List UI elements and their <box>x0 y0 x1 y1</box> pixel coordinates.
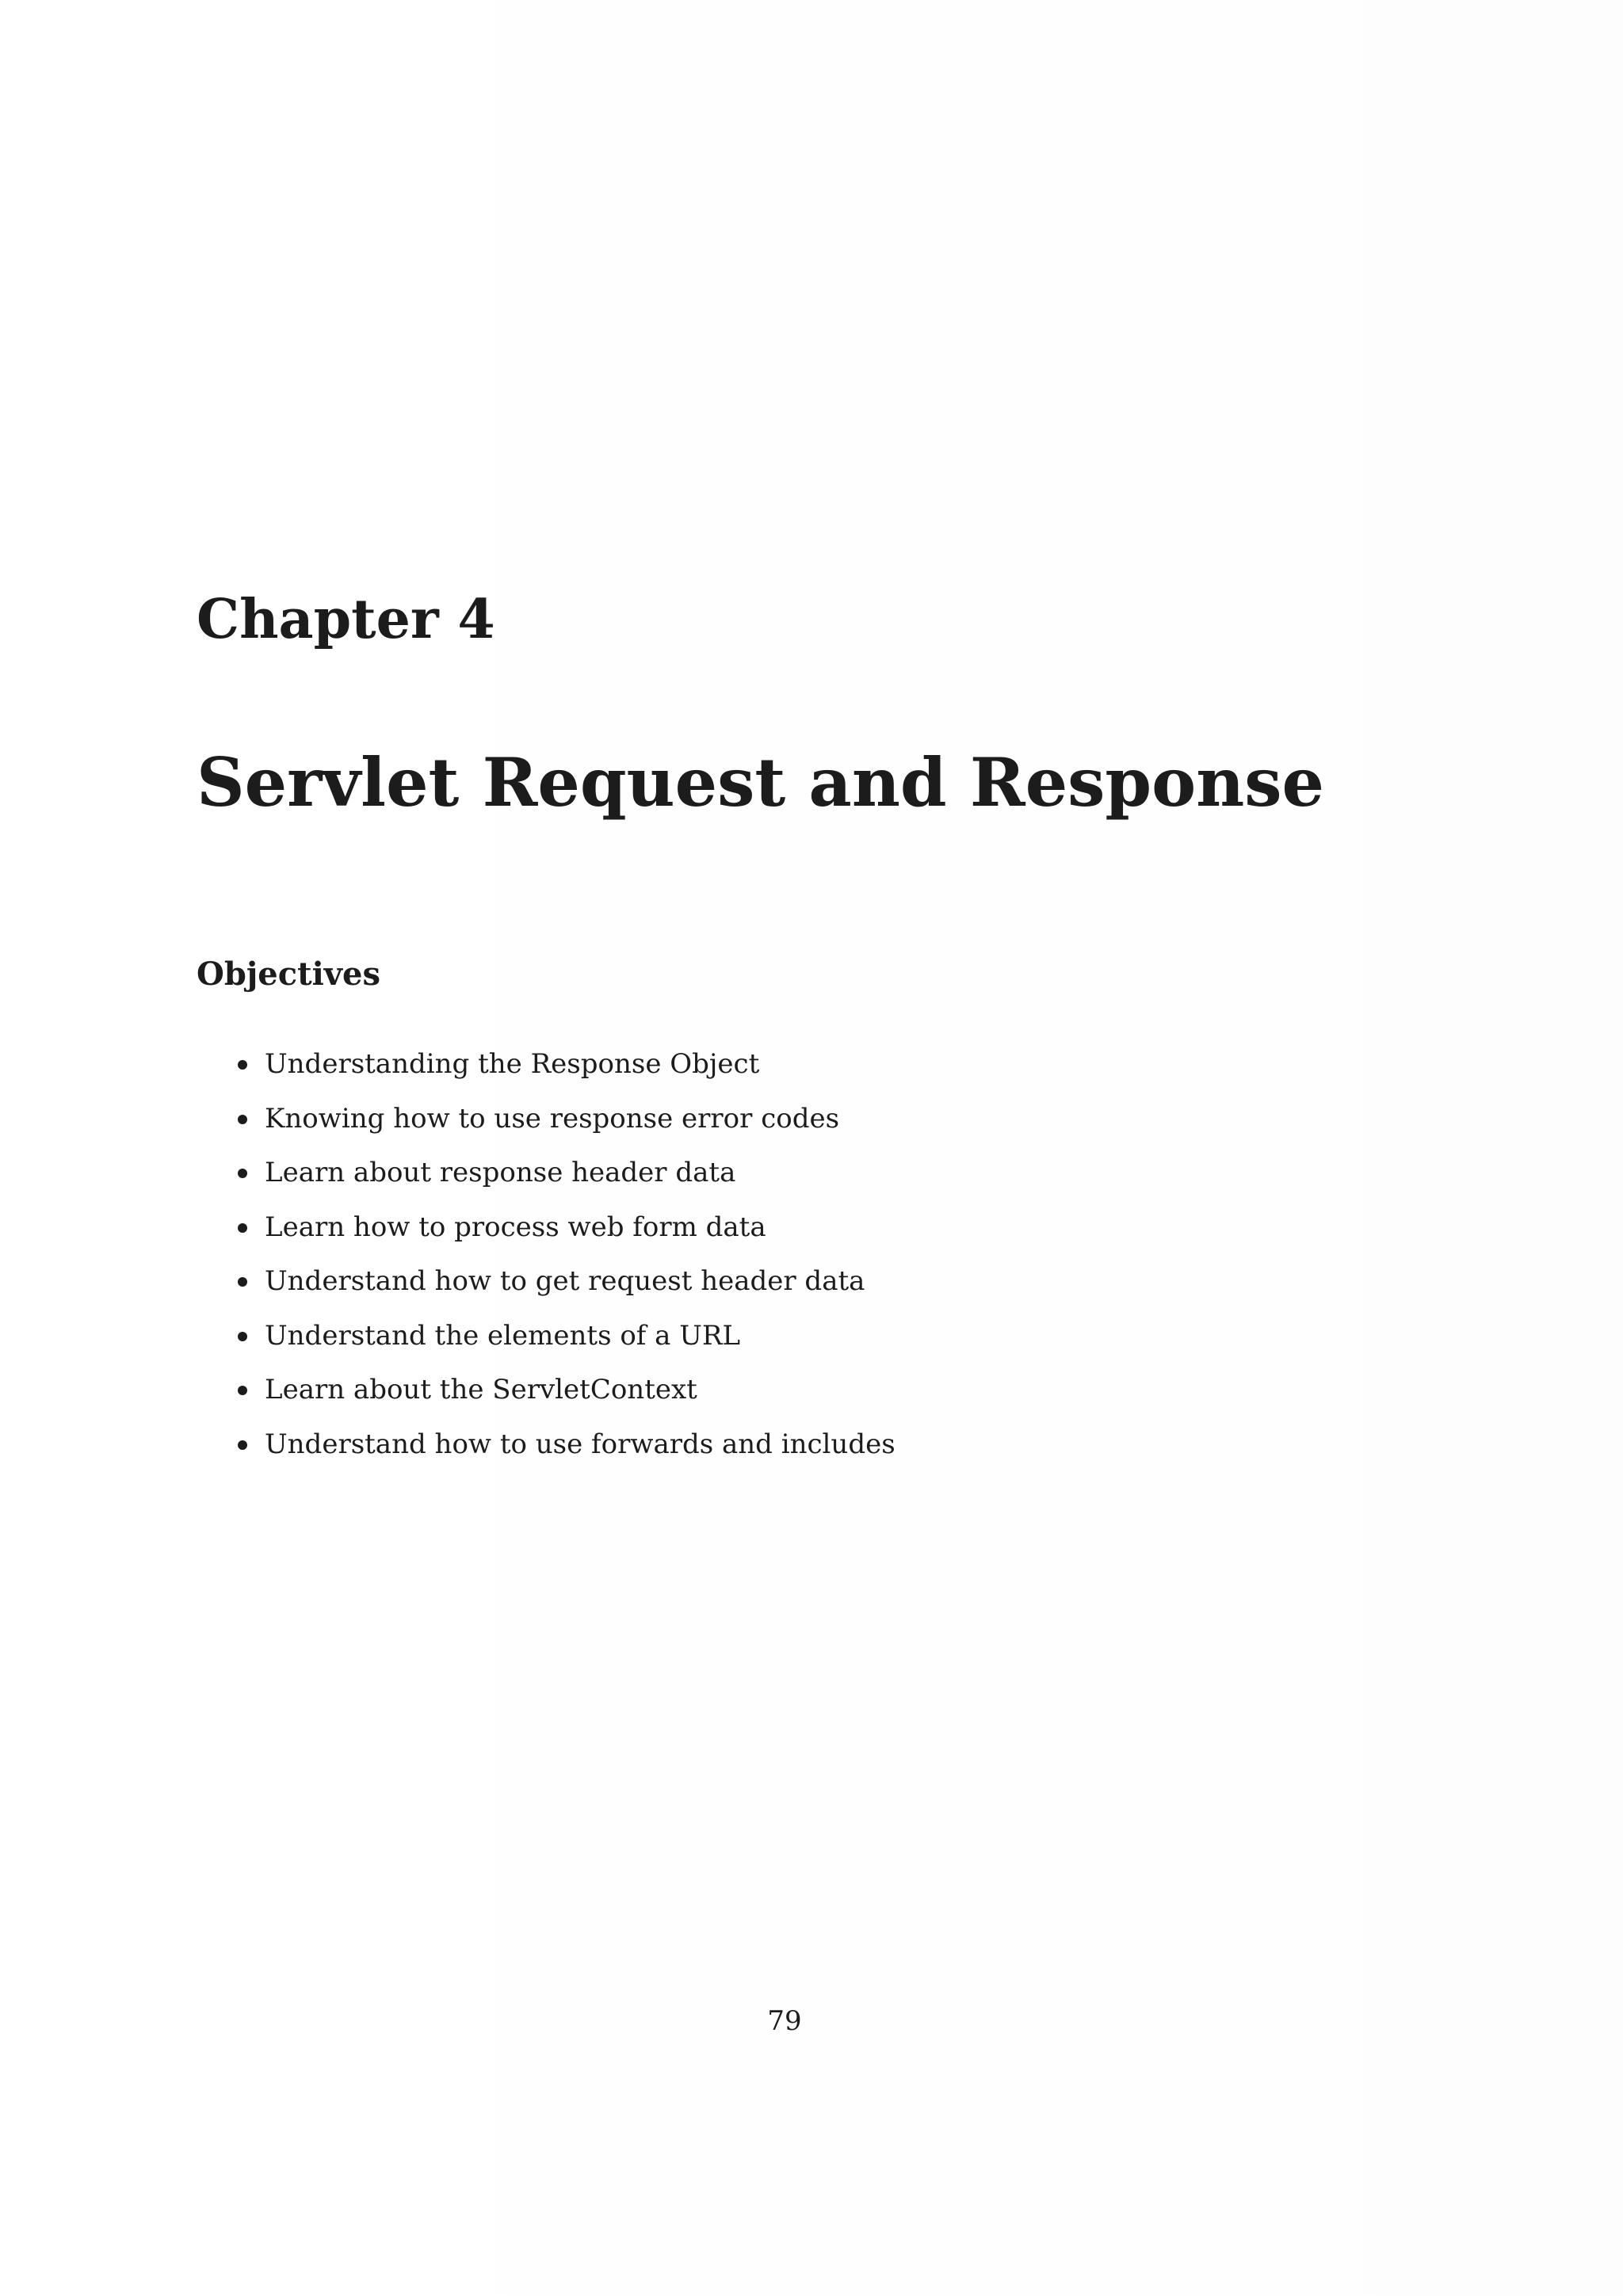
objectives-heading: Objectives <box>197 955 380 993</box>
objective-item: Knowing how to use response error codes <box>236 1099 896 1154</box>
objective-item: Understand how to use forwards and includes <box>236 1425 896 1479</box>
chapter-title: Servlet Request and Response <box>197 743 1324 822</box>
objective-item: Understand how to get request header data <box>236 1261 896 1316</box>
chapter-number: Chapter 4 <box>197 588 495 651</box>
objective-item: Understanding the Response Object <box>236 1044 896 1099</box>
objective-item: Understand the elements of a URL <box>236 1316 896 1371</box>
page-number: 79 <box>767 2005 802 2037</box>
objective-item: Learn about response header data <box>236 1153 896 1207</box>
objective-item: Learn how to process web form data <box>236 1207 896 1262</box>
objectives-list <box>236 1044 896 1478</box>
objective-item: Learn about the ServletContext <box>236 1370 896 1425</box>
